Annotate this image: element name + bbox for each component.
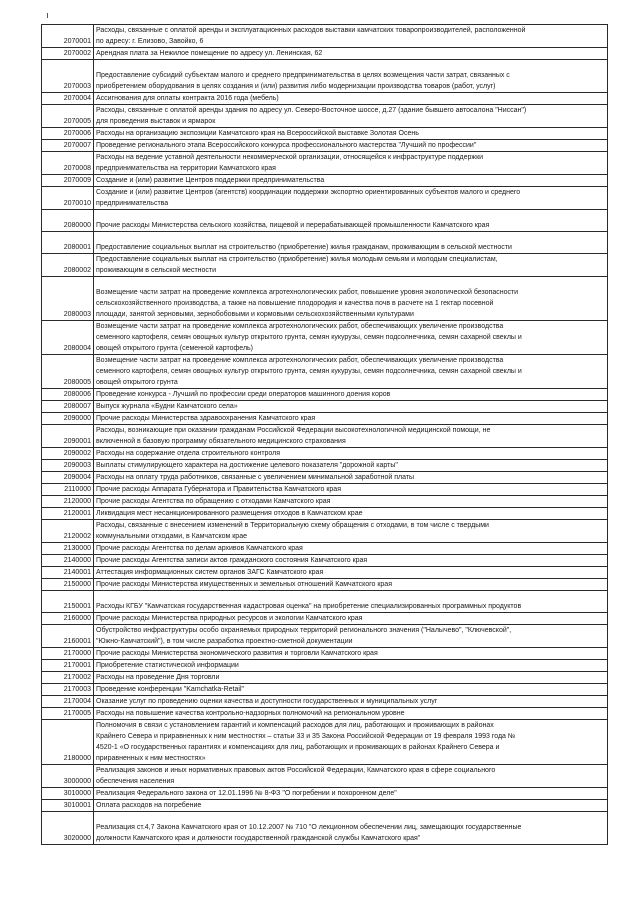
table-row	[42, 210, 608, 232]
table-row	[42, 579, 608, 591]
row-code: 3000000	[42, 765, 94, 788]
table-row	[42, 708, 608, 720]
row-description: Обустройство инфраструктуры особо охраняемых природных территорий регионального значения ("Налычево", "Ключевской", "Южно-Камчатский"), в том числе разработка проектно-сметной документации	[94, 625, 608, 648]
table-row	[42, 413, 608, 425]
row-code: 3010000	[42, 788, 94, 800]
table-row	[42, 684, 608, 696]
table-row	[42, 484, 608, 496]
row-code: 2070003	[42, 60, 94, 93]
row-description: Расходы КГБУ "Камчатская государственная кадастровая оценка" на приобретение специализированных программных продуктов	[94, 591, 608, 613]
row-description: Прочие расходы Министерства экономического развития и торговли Камчатского края	[94, 648, 608, 660]
budget-classification-table	[41, 24, 608, 845]
row-code: 2070010	[42, 187, 94, 210]
table-row	[42, 496, 608, 508]
row-description: Прочие расходы Министерства природных ресурсов и экологии Камчатского края	[94, 613, 608, 625]
row-description: Прочие расходы Министерства сельского хозяйства, пищевой и перерабатывающей промышленности Камчатского края	[94, 210, 608, 232]
table-row	[42, 254, 608, 277]
row-description: Возмещение части затрат на проведение комплекса агротехнологических работ, обеспечивающих увеличение производства семенного картофеля, семян овощных культур открытого грунта, семян кукурузы, семян подсолнечника, семян сахарной свеклы и овощей открытого грунта	[94, 355, 608, 389]
row-code: 2080002	[42, 254, 94, 277]
row-code: 2070007	[42, 140, 94, 152]
row-description: Расходы, связанные с оплатой аренды здания по адресу ул. Северо-Восточное шоссе, д.27 (здание бывшего автосалона "Ниссан") для проведения выставок и ярмарок	[94, 105, 608, 128]
table-row	[42, 648, 608, 660]
row-description: Расходы на проведение Дня торговли	[94, 672, 608, 684]
row-description: Расходы на оплату труда работников, связанные с увеличением минимальной заработной платы	[94, 472, 608, 484]
table-body	[42, 25, 608, 845]
row-code: 2150000	[42, 579, 94, 591]
row-code: 2080007	[42, 401, 94, 413]
table-row	[42, 232, 608, 254]
table-row	[42, 800, 608, 812]
row-code: 2160000	[42, 613, 94, 625]
table-row	[42, 277, 608, 321]
table-row	[42, 128, 608, 140]
row-code: 2170003	[42, 684, 94, 696]
table-row	[42, 460, 608, 472]
row-description: Расходы, связанные с оплатой аренды и эксплуатационных расходов выставки камчатских товаропроизводителей, расположенной по адресу: г. Елизово, Завойко, 6	[94, 25, 608, 48]
row-description: Расходы на ведение уставной деятельности некоммерческой организации, относящейся к инфраструктуре поддержки предпринимательства на территории Камчатского края	[94, 152, 608, 175]
row-description: Предоставление субсидий субъектам малого и среднего предпринимательства в целях возмещения части затрат, связанных с приобретением оборудования в целях создания и (или) развития либо модернизации производства товаров (работ, услуг)	[94, 60, 608, 93]
row-code: 2070004	[42, 93, 94, 105]
table-row	[42, 555, 608, 567]
row-code: 2080005	[42, 355, 94, 389]
table-row	[42, 187, 608, 210]
table-row	[42, 625, 608, 648]
table-row	[42, 720, 608, 765]
table-row	[42, 355, 608, 389]
table-row	[42, 93, 608, 105]
row-description: Расходы на повышение качества контрольно-надзорных полномочий на региональном уровне	[94, 708, 608, 720]
row-code: 2140001	[42, 567, 94, 579]
table-row	[42, 401, 608, 413]
table-row	[42, 48, 608, 60]
table-row	[42, 660, 608, 672]
row-description: Реализация ст.4,7 Закона Камчатского края от 10.12.2007 № 710 "О лекционном обеспечении лиц, замещающих государственные должности Камчатского края и должности государственной гражданской службы Камчатского края"	[94, 812, 608, 845]
row-code: 2080001	[42, 232, 94, 254]
row-description: Прочие расходы Агентства по делам архивов Камчатского края	[94, 543, 608, 555]
row-description: Расходы на организацию экспозиции Камчатского края на Всероссийской выставке Золотая Осень	[94, 128, 608, 140]
row-description: Расходы на содержание отдела строительного контроля	[94, 448, 608, 460]
table-row	[42, 812, 608, 845]
table-row	[42, 788, 608, 800]
row-description: Приобретение статистической информации	[94, 660, 608, 672]
row-description: Возмещение части затрат на проведение комплекса агротехнологических работ, повышение уровня экологической безопасности сельскохозяйственного производства, а также на повышение плодородия и качества почв в расчете на 1 гектар посевной площади, занятой зерновыми, зернобобовыми и кормовыми сельскохозяйственными культурами	[94, 277, 608, 321]
scan-mark	[47, 13, 48, 18]
row-code: 2090004	[42, 472, 94, 484]
row-code: 2170000	[42, 648, 94, 660]
table-row	[42, 765, 608, 788]
row-code: 3020000	[42, 812, 94, 845]
row-code: 2070005	[42, 105, 94, 128]
row-code: 2170002	[42, 672, 94, 684]
table-row	[42, 696, 608, 708]
row-description: Ассигнования для оплаты контракта 2016 года (мебель)	[94, 93, 608, 105]
row-code: 2090003	[42, 460, 94, 472]
row-code: 2150001	[42, 591, 94, 613]
table-row	[42, 425, 608, 448]
row-description: Ликвидация мест несанкционированного размещения отходов в Камчатском крае	[94, 508, 608, 520]
row-code: 2090001	[42, 425, 94, 448]
row-code: 2170001	[42, 660, 94, 672]
row-code: 3010001	[42, 800, 94, 812]
row-description: Прочие расходы Министерства здравоохранения Камчатского края	[94, 413, 608, 425]
row-code: 2180000	[42, 720, 94, 765]
row-description: Проведение конференции "Kamchatka-Retail"	[94, 684, 608, 696]
row-description: Возмещение части затрат на проведение комплекса агротехнологических работ, обеспечивающих увеличение производства семенного картофеля, семян овощных культур открытого грунта, семян кукурузы, семян подсолнечника, семян сахарной свеклы и овощей открытого грунта (семенной картофель)	[94, 321, 608, 355]
table-row	[42, 175, 608, 187]
table-row	[42, 472, 608, 484]
table-row	[42, 508, 608, 520]
row-description: Предоставление социальных выплат на строительство (приобретение) жилья гражданам, проживающим в сельской местности	[94, 232, 608, 254]
row-description: Выплаты стимулирующего характера на достижение целевого показателя "дорожной карты"	[94, 460, 608, 472]
row-description: Выпуск журнала «Будни Камчатского села»	[94, 401, 608, 413]
row-code: 2080000	[42, 210, 94, 232]
row-code: 2070002	[42, 48, 94, 60]
row-code: 2080004	[42, 321, 94, 355]
row-description: Прочие расходы Министерства имущественных и земельных отношений Камчатского края	[94, 579, 608, 591]
table-row	[42, 25, 608, 48]
row-code: 2140000	[42, 555, 94, 567]
table-row	[42, 520, 608, 543]
row-code: 2120001	[42, 508, 94, 520]
table-row	[42, 60, 608, 93]
row-description: Оказание услуг по проведению оценки качества и доступности государственных и муниципальных услуг	[94, 696, 608, 708]
row-description: Предоставление социальных выплат на строительство (приобретение) жилья молодым семьям и молодым специалистам, проживающим в сельской местности	[94, 254, 608, 277]
row-description: Реализация законов и иных нормативных правовых актов Российской Федерации, Камчатского края в сфере социального обеспечения населения	[94, 765, 608, 788]
row-description: Прочие расходы Агентства по обращению с отходами Камчатского края	[94, 496, 608, 508]
row-code: 2070008	[42, 152, 94, 175]
row-code: 2160001	[42, 625, 94, 648]
row-description: Прочие расходы Аппарата Губернатора и Правительства Камчатского края	[94, 484, 608, 496]
row-description: Аттестация информационных систем органов ЗАГС Камчатского края	[94, 567, 608, 579]
row-description: Проведение регионального этапа Всероссийского конкурса профессионального мастерства "Лучший по профессии"	[94, 140, 608, 152]
table-row	[42, 613, 608, 625]
row-code: 2130000	[42, 543, 94, 555]
row-description: Полномочия в связи с установлением гарантий и компенсаций расходов для лиц, работающих и проживающих в районах Крайнего Севера и приравненных к ним местностях – статьи 33 и 35 Закона Российской Федерации от 19 февраля 1993 года № 4520-1 «О государственных гарантиях и компенсациях для лиц, работающих и проживающих в районах Крайнего Севера и приравненных к ним местностях»	[94, 720, 608, 765]
table-row	[42, 448, 608, 460]
table-row	[42, 567, 608, 579]
row-code: 2110000	[42, 484, 94, 496]
row-description: Проведение конкурса - Лучший по профессии среди операторов машинного доения коров	[94, 389, 608, 401]
table-row	[42, 140, 608, 152]
row-code: 2080006	[42, 389, 94, 401]
row-description: Создание и (или) развитие Центров (агентств) координации поддержки экспортно ориентированных субъектов малого и среднего предпринимательства	[94, 187, 608, 210]
row-code: 2070009	[42, 175, 94, 187]
table-row	[42, 389, 608, 401]
row-description: Реализация Федерального закона от 12.01.1996 № 8-ФЗ "О погребении и похоронном деле"	[94, 788, 608, 800]
row-code: 2090002	[42, 448, 94, 460]
row-description: Расходы, связанные с внесением изменений в Территориальную схему обращения с отходами, в том числе с твердыми коммунальными отходами, в Камчатском крае	[94, 520, 608, 543]
row-description: Создание и (или) развитие Центров поддержки предпринимательства	[94, 175, 608, 187]
row-code: 2070006	[42, 128, 94, 140]
table-row	[42, 152, 608, 175]
row-code: 2170005	[42, 708, 94, 720]
table-row	[42, 321, 608, 355]
row-code: 2120000	[42, 496, 94, 508]
table-row	[42, 591, 608, 613]
table-row	[42, 543, 608, 555]
table-row	[42, 105, 608, 128]
table-row	[42, 672, 608, 684]
row-description: Оплата расходов на погребение	[94, 800, 608, 812]
row-code: 2070001	[42, 25, 94, 48]
row-description: Арендная плата за Нежилое помещение по адресу ул. Ленинская, 62	[94, 48, 608, 60]
row-description: Прочие расходы Агентства записи актов гражданского состояния Камчатского края	[94, 555, 608, 567]
row-code: 2120002	[42, 520, 94, 543]
row-code: 2090000	[42, 413, 94, 425]
row-code: 2170004	[42, 696, 94, 708]
row-code: 2080003	[42, 277, 94, 321]
row-description: Расходы, возникающие при оказании гражданам Российской Федерации высокотехнологичной медицинской помощи, не включенной в базовую программу обязательного медицинского страхования	[94, 425, 608, 448]
